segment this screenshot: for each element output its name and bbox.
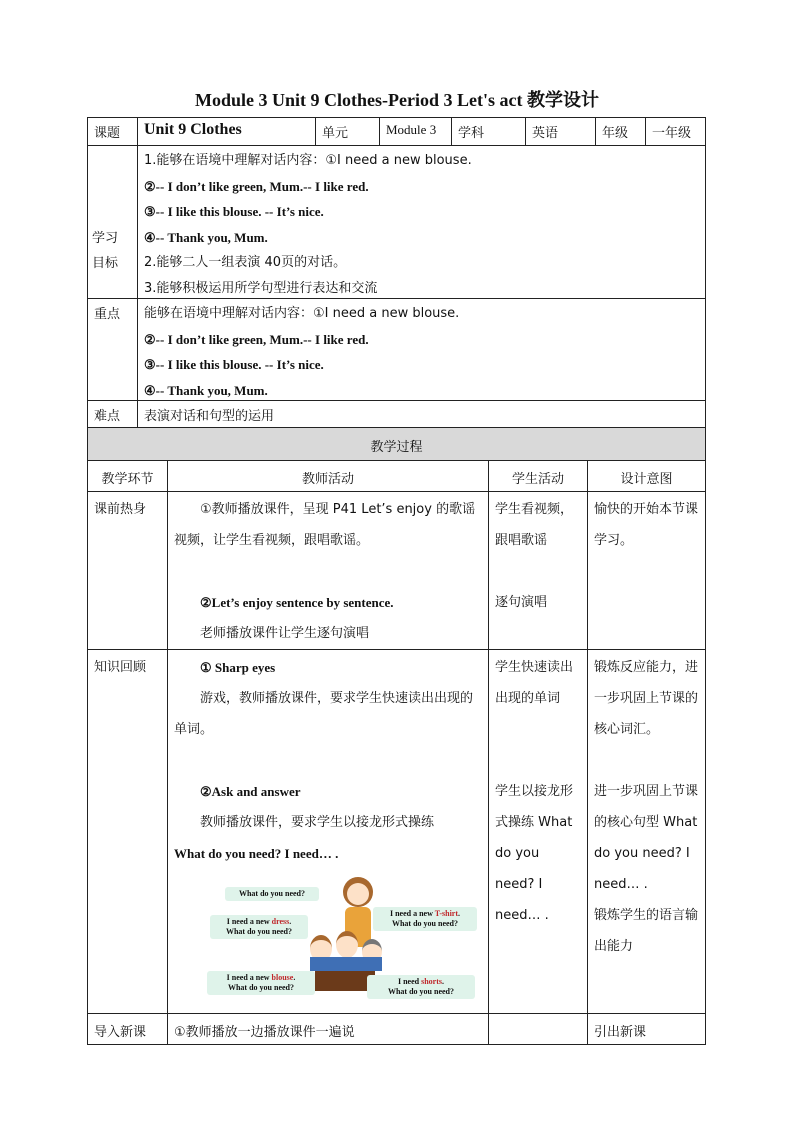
goal-line: ③-- I like this blouse. -- It’s nice. bbox=[144, 204, 324, 219]
label-unit: 单元 bbox=[315, 117, 380, 146]
stage-warmup: 课前热身 bbox=[87, 491, 168, 650]
student-intro bbox=[488, 1013, 588, 1045]
col-intent: 设计意图 bbox=[587, 460, 706, 492]
intent-line: 锻炼反应能力，进一步巩固上节课的核心词汇。 bbox=[594, 660, 699, 737]
bubble-shorts: I need shorts. What do you need? bbox=[367, 975, 475, 999]
intent-warmup: 愉快的开始本节课学习。 bbox=[587, 491, 706, 650]
intent-intro: 引出新课 bbox=[587, 1013, 706, 1045]
col-stage: 教学环节 bbox=[87, 460, 168, 492]
teacher-line: ①教师播放课件，呈现 P41 Let’s enjoy 的歌谣视频，让学生看视频，跟唱歌谣。 bbox=[174, 502, 476, 548]
value-topic: Unit 9 Clothes bbox=[137, 117, 316, 146]
student-line: 学生以接龙形式操练 What do you need? I need… . bbox=[495, 784, 574, 923]
label-goals-1: 学习 bbox=[92, 231, 119, 246]
student-line: 学生快速读出出现的单词 bbox=[495, 660, 574, 706]
student-review bbox=[488, 649, 588, 1014]
student-line: 学生看视频，跟唱歌谣 bbox=[495, 502, 574, 548]
key-line: ②-- I don’t like green, Mum.-- I like red. bbox=[144, 331, 369, 347]
intent-line: 进一步巩固上节课的核心句型 What do you need? I need… . bbox=[594, 784, 699, 892]
intent-line: 锻炼学生的语言输出能力 bbox=[594, 908, 699, 954]
difficult-content: 表演对话和句型的运用 bbox=[137, 400, 706, 428]
teacher-intro: ①教师播放一边播放课件一遍说 bbox=[167, 1013, 489, 1045]
goal-line: 1.能够在语境中理解对话内容：①I need a new blouse. bbox=[144, 153, 472, 168]
goal-line: 3.能够积极运用所学句型进行表达和交流 bbox=[144, 280, 378, 296]
goal-line: ④-- Thank you, Mum. bbox=[144, 229, 268, 245]
key-line: 能够在语境中理解对话内容：①I need a new blouse. bbox=[144, 306, 460, 321]
intent-review bbox=[587, 649, 706, 1014]
classroom-illustration bbox=[205, 875, 480, 1003]
col-teacher: 教师活动 bbox=[167, 460, 489, 492]
label-grade: 年级 bbox=[595, 117, 646, 146]
bubble-tshirt: I need a new T-shirt. What do you need? bbox=[373, 907, 477, 931]
value-subject: 英语 bbox=[525, 117, 596, 146]
key-content bbox=[137, 298, 706, 401]
value-grade: 一年级 bbox=[645, 117, 706, 146]
goal-line: ②-- I don’t like green, Mum.-- I like red. bbox=[144, 178, 369, 194]
teacher-line: ②Let’s enjoy sentence by sentence. bbox=[200, 595, 394, 610]
label-goals bbox=[87, 145, 138, 299]
goal-line: 2.能够二人一组表演 40页的对话。 bbox=[144, 255, 347, 270]
students-figure bbox=[310, 935, 390, 975]
key-line: ③-- I like this blouse. -- It’s nice. bbox=[144, 357, 324, 372]
process-header: 教学过程 bbox=[87, 427, 706, 461]
student-warmup bbox=[488, 491, 588, 650]
teacher-line: 教师播放课件，要求学生以接龙形式操练 bbox=[200, 815, 435, 830]
stage-review: 知识回顾 bbox=[87, 649, 168, 1014]
teacher-line: What do you need? I need… . bbox=[174, 846, 339, 861]
teacher-line: 老师播放课件让学生逐句演唱 bbox=[200, 626, 370, 641]
label-difficult: 难点 bbox=[87, 400, 138, 428]
label-subject: 学科 bbox=[451, 117, 526, 146]
desk bbox=[315, 971, 375, 991]
bubble-teacher: What do you need? bbox=[225, 887, 319, 901]
bubble-blouse: I need a new blouse. What do you need? bbox=[207, 971, 315, 995]
value-unit: Module 3 bbox=[379, 117, 452, 146]
label-goals-2: 目标 bbox=[92, 256, 119, 271]
col-student: 学生活动 bbox=[488, 460, 588, 492]
goals-content bbox=[137, 145, 706, 299]
teacher-warmup bbox=[167, 491, 489, 650]
label-key: 重点 bbox=[87, 298, 138, 401]
teacher-line: ① Sharp eyes bbox=[200, 660, 276, 675]
stage-intro: 导入新课 bbox=[87, 1013, 168, 1045]
label-topic: 课题 bbox=[87, 117, 138, 146]
student-line: 逐句演唱 bbox=[495, 595, 548, 610]
teacher-line: ②Ask and answer bbox=[200, 784, 301, 799]
teacher-line: 游戏，教师播放课件，要求学生快速读出出现的单词。 bbox=[174, 691, 474, 737]
document-title: Module 3 Unit 9 Clothes-Period 3 Let's act 教学设计 bbox=[195, 90, 599, 110]
teacher-face bbox=[347, 883, 369, 905]
key-line: ④-- Thank you, Mum. bbox=[144, 382, 268, 398]
bubble-dress: I need a new dress. What do you need? bbox=[210, 915, 308, 939]
